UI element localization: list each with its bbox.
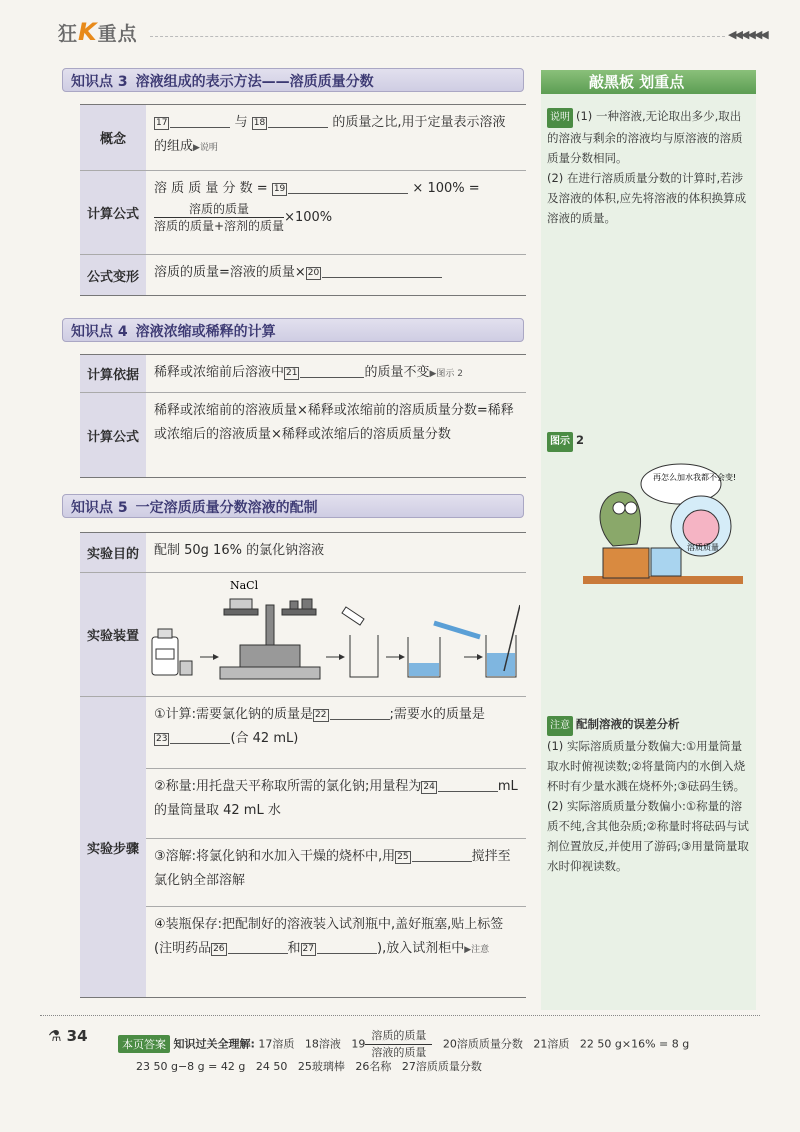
figure-illustration: [563, 456, 743, 606]
nacl-label: NaCl: [230, 579, 259, 592]
purpose-text: 配制 50g 16% 的氯化钠溶液: [154, 543, 325, 558]
steps-list: [146, 697, 526, 997]
table-row: [80, 255, 526, 295]
table-row: [80, 393, 526, 477]
svg-text:再怎么加水我都不会变!: 再怎么加水我都不会变!: [653, 473, 737, 482]
arrows-icon: ◀◀◀◀◀◀: [728, 28, 767, 41]
row-label: 概念: [80, 105, 146, 170]
sidebar-title: 敲黑板 划重点: [541, 70, 756, 94]
table-row: [80, 573, 526, 697]
row-label: 计算依据: [80, 355, 146, 392]
step-3: ③溶解:将氯化钠和水加入干燥的烧杯中,用 25 搅拌至氯化钠全部溶解: [146, 839, 526, 907]
row-label: 公式变形: [80, 255, 146, 295]
apparatus-diagram: [146, 573, 526, 696]
table-row: [80, 697, 526, 997]
row-label: 实验目的: [80, 533, 146, 572]
svg-text:溶质质量: 溶质质量: [687, 543, 719, 552]
formula-fraction: $\frac{\text{溶质的质量}}{\text{溶质的质量+溶剂的质量}}$: [154, 202, 285, 233]
sidebar-note: 说明 (1) 一种溶液,无论取出多少,取出的溶液与剩余的溶液均与原溶液的溶质质量分数相同。 (2) 在进行溶质质量分数的计算时,若涉及溶液的体积,应先将溶液的体积换算成溶液的质量。: [547, 109, 747, 225]
step-2: ②称量:用托盘天平称取所需的氯化钠;用量程为 24 mL 的量筒量取 42 mL 水: [146, 769, 526, 839]
section-heading-kp5: 知识点 5 一定溶质质量分数溶液的配制: [62, 494, 524, 518]
stirring-beaker-icon: [486, 605, 520, 677]
answer-line-2: 23 50 g−8 g = 42 g 24 50 25玻璃棒 26名称 27溶质质量分数: [136, 1060, 482, 1073]
brand-logo: 狂K重点: [58, 18, 138, 46]
figure-label: 图示 2: [547, 430, 751, 452]
header-divider: [150, 36, 725, 37]
formula-text: 溶 质 质 量 分 数 = 19 × 100% = $\frac{\text{溶质的质量}}{\text{溶质的质量+溶剂的质量}}$ ×100%: [146, 171, 526, 254]
kp5-table: [80, 532, 526, 998]
sidebar-panel: [541, 70, 756, 1010]
dilution-formula: 稀释或浓缩前的溶液质量×稀释或浓缩前的溶质质量分数=稀释或浓缩后的溶液质量×稀释或浓缩后的溶质质量分数: [154, 403, 514, 442]
row-label: 计算公式: [80, 171, 146, 254]
step-1: ①计算:需要氯化钠的质量是 22 ;需要水的质量是 23 (合 42 mL): [146, 697, 526, 769]
page-number: ⚗ 34: [48, 1027, 88, 1045]
kp3-table: [80, 104, 526, 296]
table-row: [80, 355, 526, 393]
section-heading-kp4: 知识点 4 溶液浓缩或稀释的计算: [62, 318, 524, 342]
concept-text: 17 与 18 的质量之比,用于定量表示溶液的组成▶说明: [146, 105, 526, 170]
row-label: 计算公式: [80, 393, 146, 477]
warning-block: 注意 配制溶液的误差分析 (1) 实际溶质质量分数偏大:①用量筒量取水时俯视读数;②将量筒内的水倒入烧杯时有少量水溅在烧杯外;③砝码生锈。 (2) 实际溶质质量分数偏小:①称量的溶质不纯,含其他杂质;②称量时将砝码与试剂位置放反,并使用了游码;③用量筒量取水时仰视读数。: [547, 717, 749, 873]
row-label: 实验步骤: [80, 697, 146, 997]
footer-divider: [40, 1015, 760, 1016]
reagent-bottle-icon: [152, 629, 192, 675]
kp4-table: [80, 354, 526, 478]
step-4: ④装瓶保存:把配制好的溶液装入试剂瓶中,盖好瓶塞,贴上标签(注明药品 26 和 27 ),放入试剂柜中▶注意: [154, 917, 504, 956]
section-heading-kp3: 知识点 3 溶液组成的表示方法——溶质质量分数: [62, 68, 524, 92]
beaker-icon: [342, 607, 378, 677]
row-label: 实验装置: [80, 573, 146, 696]
table-row: [80, 533, 526, 573]
transform-text: 溶质的质量=溶液的质量× 20: [146, 255, 526, 295]
basis-text: 稀释或浓缩前后溶液中 21 的质量不变▶图示 2: [146, 355, 526, 392]
table-row: [80, 171, 526, 255]
table-row: [80, 105, 526, 171]
pouring-water-icon: [408, 623, 480, 677]
balance-icon: [220, 599, 320, 679]
answer-line-1: 本页答案 知识过关全理解: 17溶质 18溶液 19 $\frac{\text{溶质的质量}}{\text{溶液的质量}}$ 20溶质质量分数 21溶质 22 50 g×16% = 8 g: [118, 1028, 689, 1061]
